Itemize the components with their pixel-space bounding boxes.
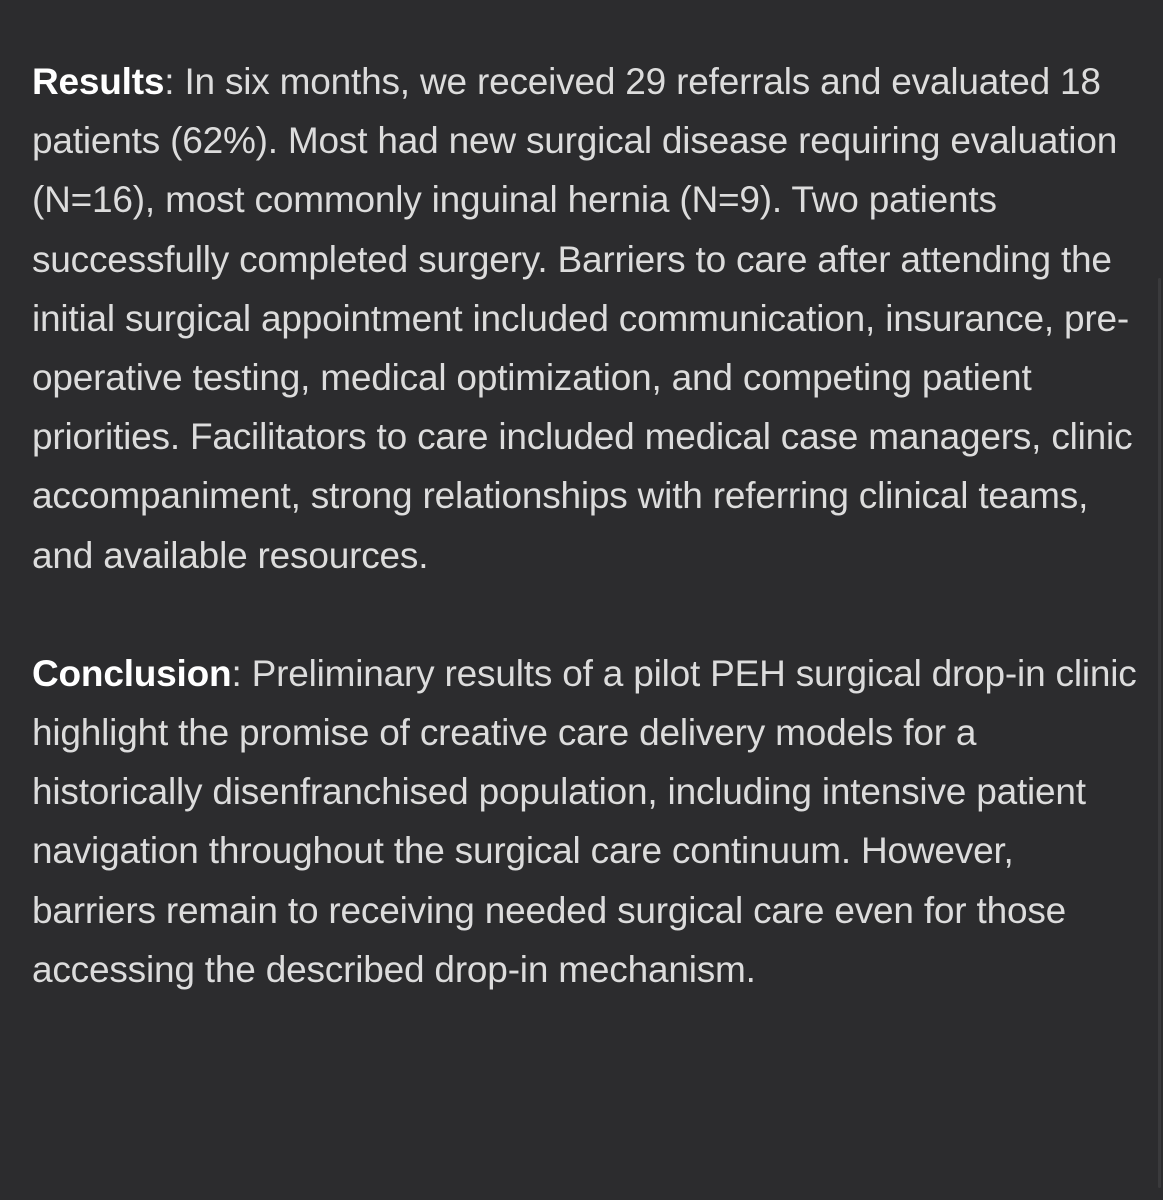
results-body: In six months, we received 29 referrals and evaluated 18 patients (62%). Most had new surgical disease requiring evaluation (N=16), most commonly inguinal hernia (N=9). Two patients successfully completed surgery. Barriers to care after attending the initial surgical appointment included communication, insurance, pre-operative testing, medical optimization, and competing patient priorities. Facilitators to care included medical case managers, clinic accompaniment, strong relationships with referring clinical teams, and available resources.	[32, 61, 1133, 576]
abstract-text	[32, 52, 1142, 999]
conclusion-separator: :	[231, 652, 242, 694]
conclusion-paragraph	[32, 644, 1142, 999]
results-heading: Results	[32, 61, 165, 102]
results-paragraph	[32, 52, 1142, 585]
conclusion-heading: Conclusion	[32, 652, 232, 694]
conclusion-body: Preliminary results of a pilot PEH surgical drop-in clinic highlight the promise of creative care delivery models for a historically disenfranchised population, including intensive patient navigation throughout the surgical care continuum. However, barriers remain to receiving needed surgical care even for those accessing the described drop-in mechanism.	[32, 652, 1137, 990]
results-separator: :	[164, 61, 175, 102]
scrollbar[interactable]	[1158, 278, 1161, 1188]
